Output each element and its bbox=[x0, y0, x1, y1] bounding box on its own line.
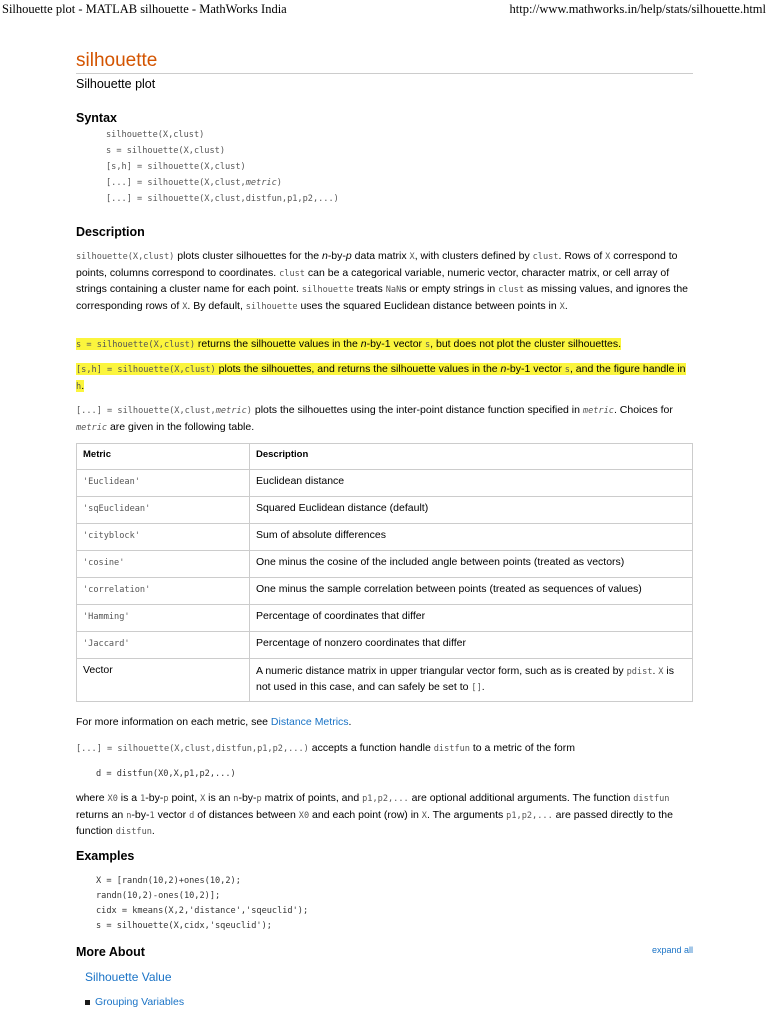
silhouette-value-link-row bbox=[85, 970, 172, 984]
example-code-line: s = silhouette(X,cidx,'sqeuclid'); bbox=[96, 921, 272, 931]
silhouette-value-link[interactable]: Silhouette Value bbox=[85, 970, 172, 984]
page-url: http://www.mathworks.in/help/stats/silhouette.html bbox=[509, 2, 766, 16]
where-paragraph: where X0 is a 1-by-p point, X is an n-by-p matrix of points, and p1,p2,... are optional additional arguments. The function distfun returns an n-by-1 vector d of distances between X0 and each point (row) in X. The arguments p1,p2,... are passed directly to the function distfun. bbox=[76, 792, 673, 838]
table-row: 'cityblock' Sum of absolute differences bbox=[77, 524, 693, 551]
table-header-description: Description bbox=[250, 444, 693, 470]
table-row: 'Jaccard' Percentage of nonzero coordinates that differ bbox=[77, 632, 693, 659]
table-row: 'Euclidean' Euclidean distance bbox=[77, 470, 693, 497]
table-header-metric: Metric bbox=[77, 444, 250, 470]
syntax-line: silhouette(X,clust) bbox=[106, 130, 205, 140]
description-paragraph-4: [...] = silhouette(X,clust,metric) plots the silhouettes using the inter-point distance function specified in metric. Choices for metric are given in the following table. bbox=[76, 404, 673, 433]
example-code-line: X = [randn(10,2)+ones(10,2); bbox=[96, 876, 241, 886]
page-subtitle: Silhouette plot bbox=[76, 77, 156, 91]
distfun-paragraph: [...] = silhouette(X,clust,distfun,p1,p2,...) accepts a function handle distfun to a metric of the form bbox=[76, 742, 576, 754]
example-code-line: randn(10,2)-ones(10,2)]; bbox=[96, 891, 221, 901]
table-row: Vector A numeric distance matrix in upper triangular vector form, such as is created by pdist. X is not used in this case, and can safely be set to []. bbox=[77, 659, 693, 702]
metric-table-container bbox=[76, 443, 693, 702]
more-about-header bbox=[76, 945, 693, 961]
more-about-heading: More About bbox=[76, 945, 145, 959]
more-info-paragraph: For more information on each metric, see Distance Metrics. bbox=[76, 716, 352, 728]
syntax-line: s = silhouette(X,clust) bbox=[106, 146, 225, 156]
distance-metrics-link[interactable]: Distance Metrics bbox=[270, 716, 349, 728]
distfun-code: d = distfun(X0,X,p1,p2,...) bbox=[96, 769, 236, 779]
metric-table bbox=[76, 443, 693, 702]
syntax-line: [...] = silhouette(X,clust,metric) bbox=[106, 178, 282, 188]
syntax-line: [s,h] = silhouette(X,clust) bbox=[106, 162, 246, 172]
main-content bbox=[76, 50, 693, 1008]
description-paragraph-2: s = silhouette(X,clust) returns the silhouette values in the n-by-1 vector s, but does not plot the cluster silhouettes. bbox=[76, 338, 622, 350]
table-row: 'Hamming' Percentage of coordinates that differ bbox=[77, 605, 693, 632]
description-heading: Description bbox=[76, 225, 145, 239]
grouping-variables-link[interactable]: Grouping Variables bbox=[95, 996, 185, 1008]
expand-all-link[interactable]: expand all bbox=[651, 945, 693, 955]
grouping-variables-row bbox=[85, 996, 184, 1008]
syntax-line: [...] = silhouette(X,clust,distfun,p1,p2,...) bbox=[106, 194, 339, 204]
syntax-heading: Syntax bbox=[76, 111, 117, 125]
example-code-line: cidx = kmeans(X,2,'distance','sqeuclid'); bbox=[96, 906, 309, 916]
examples-heading: Examples bbox=[76, 849, 135, 863]
table-row: 'cosine' One minus the cosine of the included angle between points (treated as vectors) bbox=[77, 551, 693, 578]
page-title: silhouette bbox=[76, 50, 693, 74]
bullet-icon bbox=[85, 1000, 90, 1005]
table-row: 'sqEuclidean' Squared Euclidean distance (default) bbox=[77, 497, 693, 524]
table-row: 'correlation' One minus the sample correlation between points (treated as sequences of values) bbox=[77, 578, 693, 605]
description-paragraph-3: [s,h] = silhouette(X,clust) plots the silhouettes, and returns the silhouette values in the n-by-1 vector s, and the figure handle in h. bbox=[76, 363, 686, 392]
description-paragraph-1: silhouette(X,clust) plots cluster silhouettes for the n-by-p data matrix X, with clusters defined by clust. Rows of X correspond to points, columns correspond to coordinates. clust can be a categorical variable, numeric vector, character matrix, or cell array of strings containing a cluster name for each point. silhouette treats NaNs or empty strings in clust as missing values, and ignores the corresponding rows of X. By default, silhouette uses the squared Euclidean distance between points in X. bbox=[76, 250, 689, 312]
browser-page-title: Silhouette plot - MATLAB silhouette - MathWorks India bbox=[2, 2, 287, 16]
